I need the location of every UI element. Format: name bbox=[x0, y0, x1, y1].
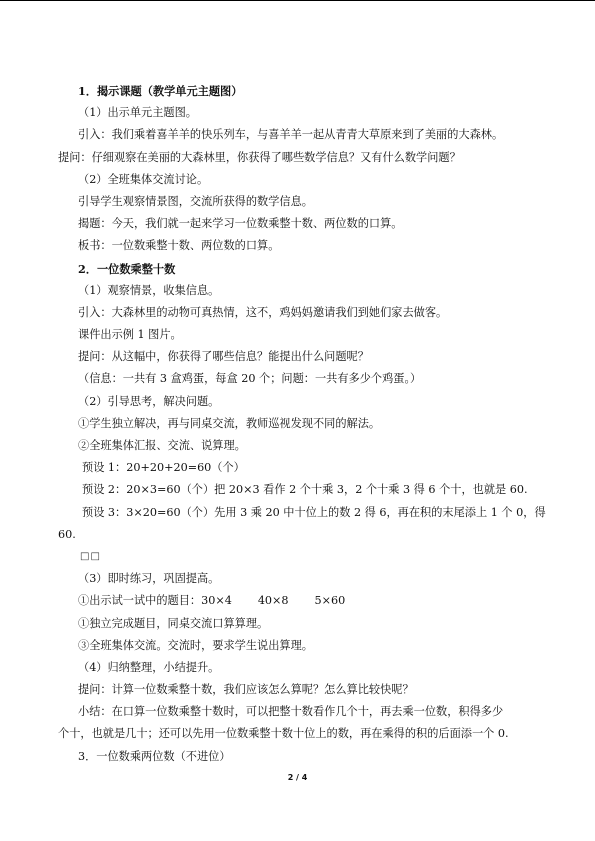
section-heading-2: 2．一位数乘整十数 bbox=[78, 261, 176, 276]
placeholder-boxes: □□ bbox=[80, 550, 101, 562]
list-item: ③全班集体交流。交流时，要求学生说出算理。 bbox=[78, 638, 313, 652]
paragraph: （3）即时练习，巩固提高。 bbox=[78, 572, 220, 586]
paragraph: 个十，也就是几十；还可以先用一位数乘整十数十位上的数，再在乘得的积的后面添一个 0. bbox=[58, 727, 509, 741]
practice-item: 5×60 bbox=[314, 594, 346, 608]
document-body bbox=[58, 80, 546, 768]
practice-item: 30×4 bbox=[201, 594, 232, 608]
paragraph: 揭题：今天，我们就一起来学习一位数乘整十数、两位数的口算。 bbox=[78, 217, 403, 231]
paragraph: 课件出示例 1 图片。 bbox=[78, 328, 182, 342]
top-border-line bbox=[0, 0, 595, 1]
paragraph: （信息：一共有 3 盒鸡蛋，每盒 20 个；问题：一共有多少个鸡蛋。） bbox=[78, 372, 422, 386]
paragraph: 板书：一位数乘整十数、两位数的口算。 bbox=[78, 239, 280, 253]
paragraph: （1）出示单元主题图。 bbox=[78, 106, 197, 120]
paragraph: （4）归纳整理，小结提升。 bbox=[78, 660, 220, 674]
list-item: ②全班集体汇报、交流、说算理。 bbox=[78, 439, 246, 452]
paragraph: 提问：仔细观察在美丽的大森林里，你获得了哪些数学信息？又有什么数学问题？ bbox=[58, 150, 461, 164]
paragraph: 引入：大森林里的动物可真热情，这不，鸡妈妈邀请我们到她们家去做客。 bbox=[78, 305, 448, 319]
paragraph: 预设 2：20×3=60（个）把 20×3 看作 2 个十乘 3，2 个十乘 3 得 6 个十，也就是 60. bbox=[82, 483, 528, 497]
section-heading-1: 1．揭示课题（教学单元主题图） bbox=[78, 84, 243, 98]
paragraph: 小结：在口算一位数乘整十数时，可以把整十数看作几个十，再去乘一位数，积得多少 bbox=[78, 705, 504, 719]
practice-items bbox=[58, 590, 546, 612]
paragraph: 引入：我们乘着喜羊羊的快乐列车，与喜羊羊一起从青青大草原来到了美丽的大森林。 bbox=[78, 128, 504, 142]
list-item: ①学生独立解决，再与同桌交流，教师巡视发现不同的解法。 bbox=[78, 416, 381, 430]
paragraph: 提问：从这幅中，你获得了哪些信息？能提出什么问题呢？ bbox=[78, 350, 369, 364]
paragraph: 引导学生观察情景图，交流所获得的数学信息。 bbox=[78, 194, 313, 208]
paragraph: （1）观察情景，收集信息。 bbox=[78, 283, 220, 297]
paragraph: 60. bbox=[58, 527, 76, 541]
paragraph: 预设 3：3×20=60（个）先用 3 乘 20 中十位上的数 2 得 6，再在积的末尾添上 1 个 0，得 bbox=[82, 505, 546, 519]
paragraph: （2）引导思考，解决问题。 bbox=[78, 394, 220, 408]
practice-prefix: ①出示试一试中的题目： bbox=[78, 594, 202, 608]
practice-item: 40×8 bbox=[257, 594, 289, 608]
paragraph: 提问：计算一位数乘整十数，我们应该怎么算呢？怎么算比较快呢？ bbox=[78, 683, 414, 697]
section-heading-3: 3．一位数乘两位数（不进位） bbox=[78, 749, 231, 763]
page-number: 2 / 4 bbox=[287, 773, 308, 782]
list-item: ①独立完成题目，同桌交流口算算理。 bbox=[78, 616, 269, 630]
paragraph: （2）全班集体交流讨论。 bbox=[78, 172, 209, 186]
paragraph: 预设 1：20+20+20=60（个） bbox=[82, 461, 245, 475]
